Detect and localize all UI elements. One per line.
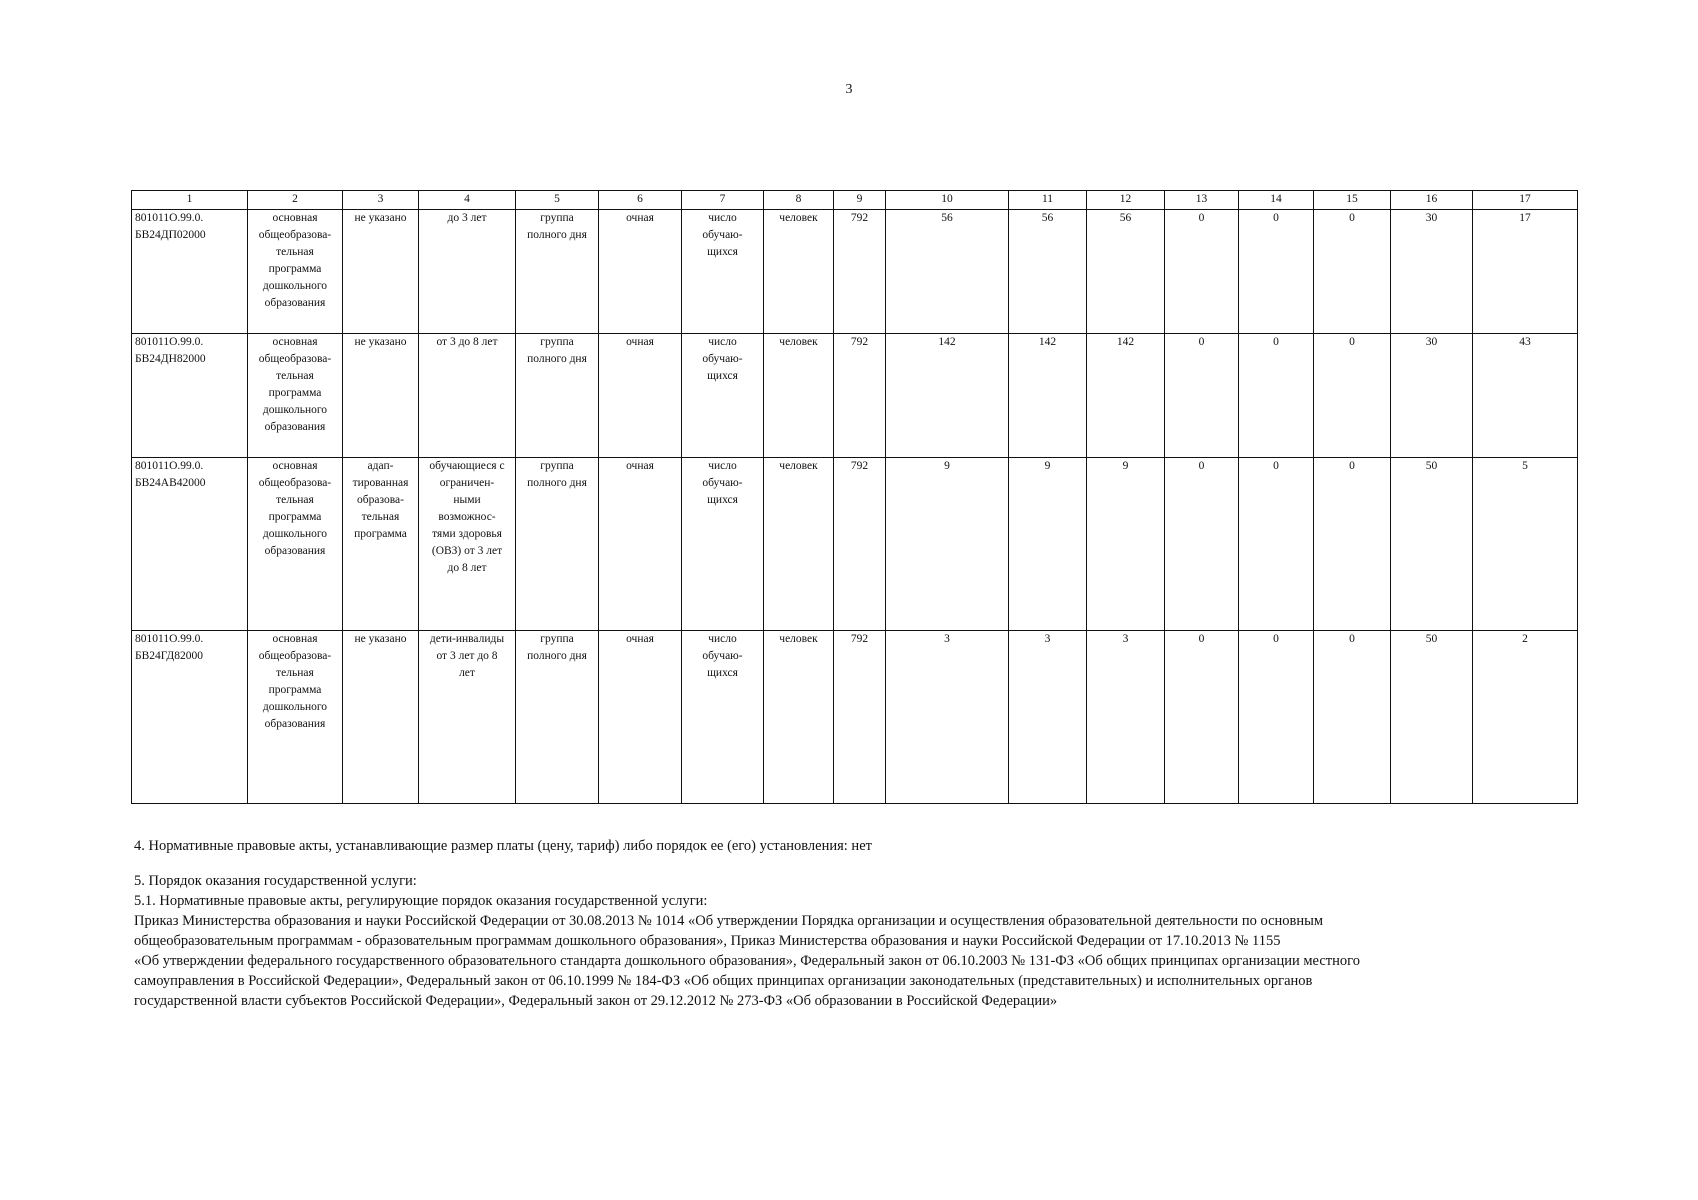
table-cell: 792 bbox=[834, 631, 886, 804]
table-cell: 9 bbox=[1087, 458, 1165, 631]
table-cell: 792 bbox=[834, 458, 886, 631]
section-5-1-heading: 5.1. Нормативные правовые акты, регулирующие порядок оказания государственной услуги: bbox=[134, 893, 708, 909]
table-cell: очная bbox=[599, 210, 682, 334]
section-4-paragraph bbox=[134, 836, 1574, 856]
column-header: 5 bbox=[516, 191, 599, 210]
table-cell: 3 bbox=[886, 631, 1009, 804]
table-cell: 30 bbox=[1391, 210, 1473, 334]
column-header: 13 bbox=[1165, 191, 1239, 210]
table-cell: 0 bbox=[1165, 631, 1239, 804]
table-cell: 801011О.99.0. БВ24ДН82000 bbox=[132, 334, 248, 458]
column-header: 4 bbox=[419, 191, 516, 210]
table-cell: 2 bbox=[1473, 631, 1578, 804]
column-header: 14 bbox=[1239, 191, 1314, 210]
table-cell: 56 bbox=[1087, 210, 1165, 334]
table-cell: число обучаю- щихся bbox=[682, 334, 764, 458]
table-cell: человек bbox=[764, 334, 834, 458]
table-cell: 0 bbox=[1314, 458, 1391, 631]
table-header-row bbox=[132, 191, 1578, 210]
table-cell: основная общеобразова- тельная программа дошкольного образования bbox=[248, 334, 343, 458]
column-header: 12 bbox=[1087, 191, 1165, 210]
column-header: 7 bbox=[682, 191, 764, 210]
column-header: 6 bbox=[599, 191, 682, 210]
table-cell: 801011О.99.0. БВ24АВ42000 bbox=[132, 458, 248, 631]
table-cell: основная общеобразова- тельная программа дошкольного образования bbox=[248, 458, 343, 631]
section-5-paragraph bbox=[134, 871, 1574, 1011]
column-header: 11 bbox=[1009, 191, 1087, 210]
table-cell: 43 bbox=[1473, 334, 1578, 458]
table-cell: основная общеобразова- тельная программа дошкольного образования bbox=[248, 631, 343, 804]
column-header: 15 bbox=[1314, 191, 1391, 210]
regulation-line: государственной власти субъектов Российской Федерации», Федеральный закон от 29.12.2012 № 273-ФЗ «Об образовании в Российской Федерации» bbox=[134, 993, 1058, 1009]
table-cell: адап- тированная образова- тельная программа bbox=[343, 458, 419, 631]
table-cell: 0 bbox=[1239, 458, 1314, 631]
table-cell: 3 bbox=[1009, 631, 1087, 804]
service-volume-table bbox=[131, 190, 1578, 804]
page-number: 3 bbox=[845, 82, 853, 97]
table-cell: 142 bbox=[886, 334, 1009, 458]
column-header: 3 bbox=[343, 191, 419, 210]
table-cell: число обучаю- щихся bbox=[682, 210, 764, 334]
table-cell: 9 bbox=[1009, 458, 1087, 631]
table-cell: группа полного дня bbox=[516, 210, 599, 334]
column-header: 9 bbox=[834, 191, 886, 210]
regulation-line: общеобразовательным программам - образовательным программам дошкольного образования», Приказ Министерства образования и науки Российской Федерации от 17.10.2013 № 1155 bbox=[134, 933, 1281, 949]
table-cell: очная bbox=[599, 334, 682, 458]
table-cell: 9 bbox=[886, 458, 1009, 631]
table-cell: человек bbox=[764, 210, 834, 334]
table-cell: 0 bbox=[1165, 210, 1239, 334]
table-cell: 801011О.99.0. БВ24ГД82000 bbox=[132, 631, 248, 804]
regulation-line: самоуправления в Российской Федерации», Федеральный закон от 06.10.1999 № 184-ФЗ «Об общих принципах организации законодательных (представительных) и исполнительных органов bbox=[134, 973, 1313, 989]
table-cell: 56 bbox=[1009, 210, 1087, 334]
table-cell: число обучаю- щихся bbox=[682, 631, 764, 804]
table-cell: 30 bbox=[1391, 334, 1473, 458]
table-cell: 50 bbox=[1391, 458, 1473, 631]
column-header: 10 bbox=[886, 191, 1009, 210]
table-cell: 56 bbox=[886, 210, 1009, 334]
table-cell: группа полного дня bbox=[516, 458, 599, 631]
table-cell: 3 bbox=[1087, 631, 1165, 804]
column-header: 1 bbox=[132, 191, 248, 210]
table-cell: 0 bbox=[1314, 210, 1391, 334]
table-cell: обучающиеся с ограничен- ными возможнос- тями здоровья (ОВЗ) от 3 лет до 8 лет bbox=[419, 458, 516, 631]
table-cell: человек bbox=[764, 458, 834, 631]
table-cell: 0 bbox=[1239, 210, 1314, 334]
table-cell: 17 bbox=[1473, 210, 1578, 334]
table-cell: дети-инвалиды от 3 лет до 8 лет bbox=[419, 631, 516, 804]
column-header: 2 bbox=[248, 191, 343, 210]
column-header: 8 bbox=[764, 191, 834, 210]
table-cell: число обучаю- щихся bbox=[682, 458, 764, 631]
table-cell: не указано bbox=[343, 631, 419, 804]
table-row bbox=[132, 631, 1578, 804]
table-cell: не указано bbox=[343, 334, 419, 458]
table-cell: 792 bbox=[834, 210, 886, 334]
table-row bbox=[132, 458, 1578, 631]
table-cell: 792 bbox=[834, 334, 886, 458]
regulation-line: «Об утверждении федерального государственного образовательного стандарта дошкольного образования», Федеральный закон от 06.10.2003 № 131-ФЗ «Об общих принципах организации местного bbox=[134, 953, 1360, 969]
table-cell: 801011О.99.0. БВ24ДП02000 bbox=[132, 210, 248, 334]
table-cell: от 3 до 8 лет bbox=[419, 334, 516, 458]
column-header: 17 bbox=[1473, 191, 1578, 210]
table-cell: очная bbox=[599, 458, 682, 631]
table-cell: 0 bbox=[1165, 334, 1239, 458]
table-cell: 142 bbox=[1087, 334, 1165, 458]
table-cell: группа полного дня bbox=[516, 334, 599, 458]
table-cell: 0 bbox=[1239, 631, 1314, 804]
section-5-heading: 5. Порядок оказания государственной услуги: bbox=[134, 873, 417, 889]
table-cell: человек bbox=[764, 631, 834, 804]
section-4-text: 4. Нормативные правовые акты, устанавливающие размер платы (цену, тариф) либо порядок ее (его) установления: нет bbox=[134, 838, 872, 854]
table-cell: 142 bbox=[1009, 334, 1087, 458]
table-cell: 0 bbox=[1165, 458, 1239, 631]
table-cell: 0 bbox=[1314, 631, 1391, 804]
table-cell: очная bbox=[599, 631, 682, 804]
table-row bbox=[132, 210, 1578, 334]
column-header: 16 bbox=[1391, 191, 1473, 210]
regulation-line: Приказ Министерства образования и науки Российской Федерации от 30.08.2013 № 1014 «Об утверждении Порядка организации и осуществления образовательной деятельности по основным bbox=[134, 913, 1324, 929]
table-cell: основная общеобразова- тельная программа дошкольного образования bbox=[248, 210, 343, 334]
table-cell: не указано bbox=[343, 210, 419, 334]
table-cell: 50 bbox=[1391, 631, 1473, 804]
table-cell: до 3 лет bbox=[419, 210, 516, 334]
table-cell: 0 bbox=[1239, 334, 1314, 458]
table-cell: группа полного дня bbox=[516, 631, 599, 804]
table-row bbox=[132, 334, 1578, 458]
table-cell: 0 bbox=[1314, 334, 1391, 458]
table-cell: 5 bbox=[1473, 458, 1578, 631]
